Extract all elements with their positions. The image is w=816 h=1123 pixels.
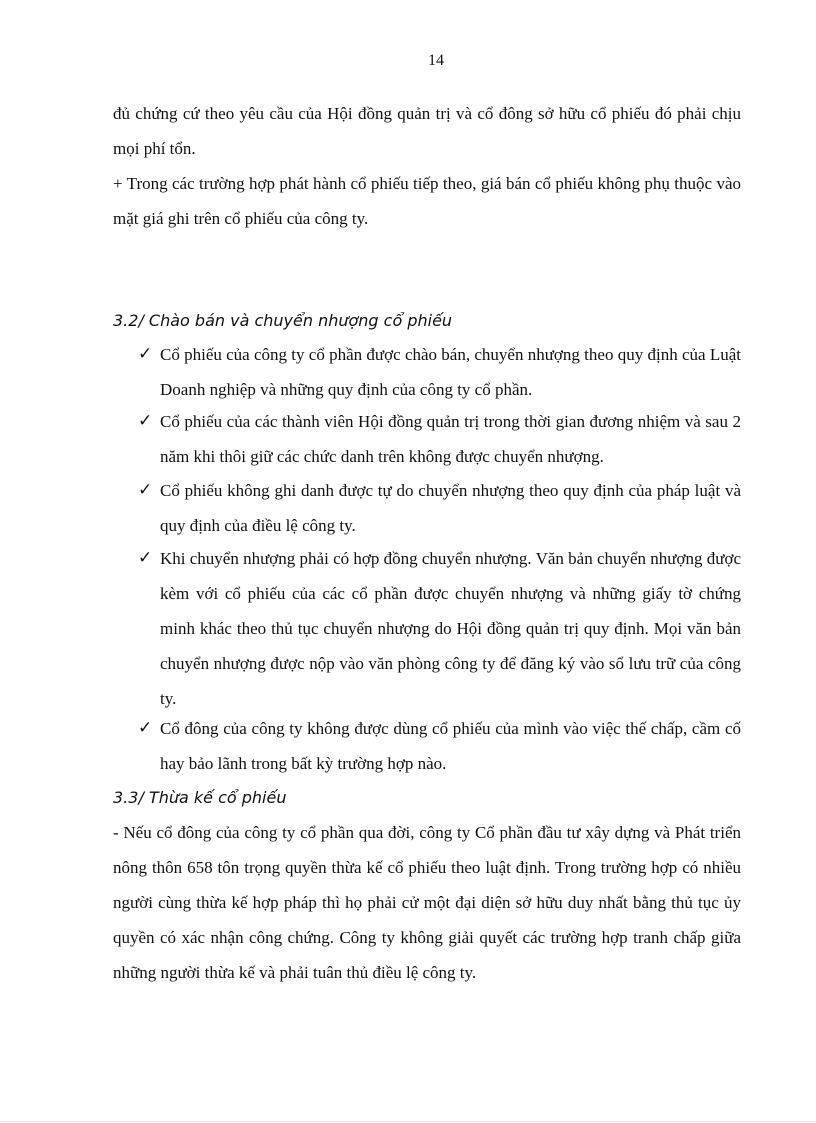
- list-item-text: Khi chuyển nhượng phải có hợp đồng chuyển nhượng. Văn bản chuyển nhượng được kèm với cổ phiếu của các cổ phần được chuyển nhượng và những giấy tờ chứng minh khác theo thủ tục chuyển nhượng do Hội đồng quản trị quy định. Mọi văn bản chuyển nhượng được nộp vào văn phòng công ty để đăng ký vào sổ lưu trữ của công ty.: [160, 549, 741, 708]
- checkmark-icon: ✓: [138, 548, 153, 568]
- list-item-text: Cổ phiếu không ghi danh được tự do chuyển nhượng theo quy định của pháp luật và quy định của điều lệ công ty.: [160, 481, 741, 535]
- list-item-text: Cổ phiếu của công ty cổ phần được chào bán, chuyển nhượng theo quy định của Luật Doanh nghiệp và những quy định của công ty cổ phần.: [160, 345, 741, 399]
- section-3-3-paragraph: - Nếu cổ đông của công ty cổ phần qua đời, công ty Cổ phần đầu tư xây dựng và Phát triển nông thôn 658 tôn trọng quyền thừa kế cổ phiếu theo luật định. Trong trường hợp có nhiều người cùng thừa kế hợp pháp thì họ phải cử một đại diện sở hữu duy nhất bằng thủ tục ủy quyền có xác nhận công chứng. Công ty không giải quyết các trường hợp tranh chấp giữa những người thừa kế và phải tuân thủ điều lệ công ty.: [113, 823, 741, 982]
- list-item: [138, 473, 741, 543]
- page-number: 14: [428, 52, 444, 69]
- list-item: [138, 404, 741, 474]
- page-edge: [0, 1121, 816, 1122]
- list-item-text: Cổ phiếu của các thành viên Hội đồng quản trị trong thời gian đương nhiệm và sau 2 năm khi thôi giữ các chức danh trên không được chuyển nhượng.: [160, 412, 741, 466]
- section-3-3-heading: 3.3/ Thừa kế cổ phiếu: [113, 788, 287, 807]
- checkmark-icon: ✓: [138, 718, 153, 738]
- list-item-text: Cổ đông của công ty không được dùng cổ phiếu của mình vào việc thế chấp, cầm cố hay bảo lãnh trong bất kỳ trường hợp nào.: [160, 719, 741, 773]
- list-item: [138, 337, 741, 407]
- intro-paragraph-2: + Trong các trường hợp phát hành cổ phiếu tiếp theo, giá bán cổ phiếu không phụ thuộc vào mặt giá ghi trên cổ phiếu của công ty.: [113, 174, 741, 228]
- checkmark-icon: ✓: [138, 344, 153, 364]
- checkmark-icon: ✓: [138, 411, 153, 431]
- section-3-2-heading: 3.2/ Chào bán và chuyển nhượng cổ phiếu: [113, 311, 453, 330]
- list-item: [138, 541, 741, 716]
- list-item: [138, 711, 741, 781]
- intro-paragraph-1: đủ chứng cứ theo yêu cầu của Hội đồng quản trị và cổ đông sở hữu cổ phiếu đó phải chịu mọi phí tổn.: [113, 104, 741, 158]
- checkmark-icon: ✓: [138, 480, 153, 500]
